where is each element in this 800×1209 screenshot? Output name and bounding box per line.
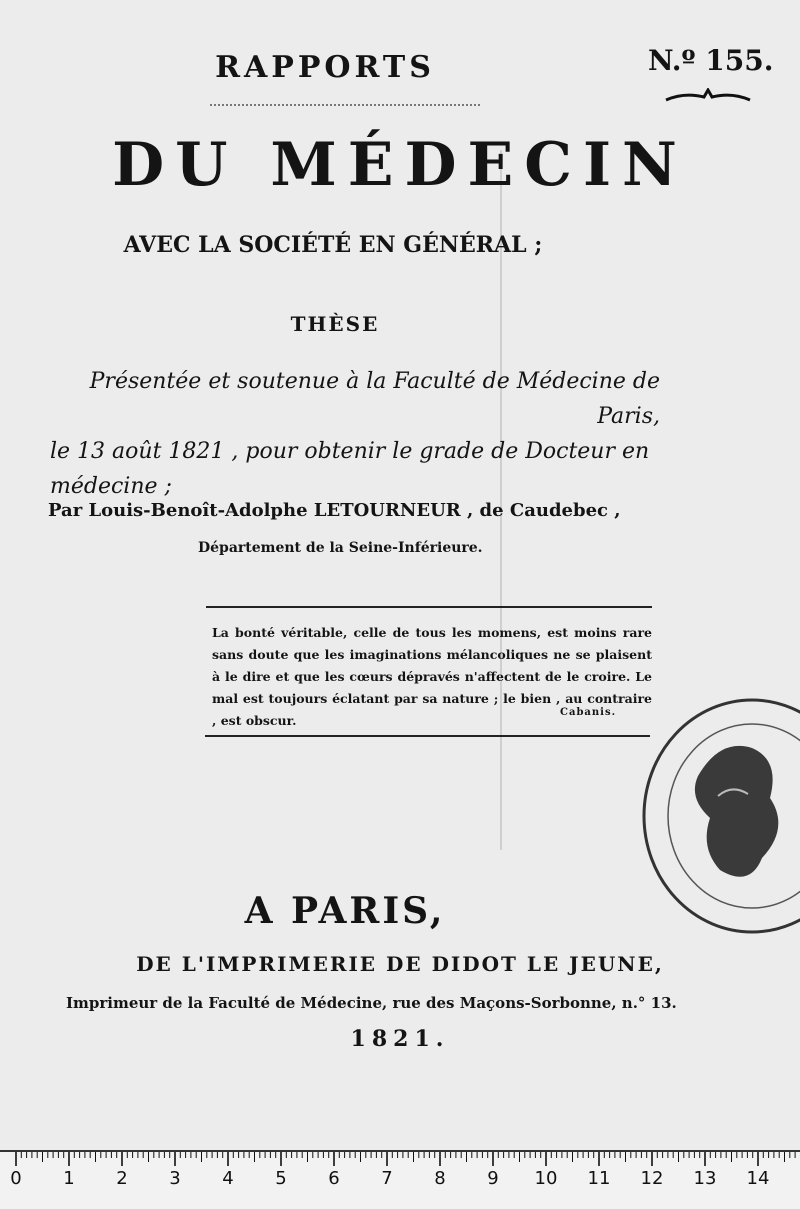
ruler-label: 10 [534,1168,558,1189]
ruler-label: 12 [640,1168,664,1189]
ruler-label: 1 [63,1168,75,1189]
ruler-label: 11 [587,1168,611,1189]
ruler-label: 9 [487,1168,499,1189]
ruler-label: 8 [434,1168,446,1189]
author-line: Par Louis-Benoît-Adolphe LETOURNEUR , de Caudebec , [48,500,621,521]
title-rapports: RAPPORTS [215,50,435,85]
epigraph-quote: La bonté véritable, celle de tous les momens, est moins rare sans doute que les imaginations mélancoliques ne se plaisent à le dire et que les cœurs dépravés n'affectent de le croire. Le mal est toujours éclatant par sa nature ; le bien , au contraire , est obscur. [212,625,652,728]
quote-bottom-rule [205,735,650,737]
presentation-line-3: médecine ; [50,474,172,499]
ruler-label: 3 [169,1168,181,1189]
epigraph-attribution: Cabanis. [560,707,617,718]
these-heading: THÈSE [290,312,380,336]
brace-ornament [664,88,752,104]
ruler-label: 0 [10,1168,22,1189]
publisher-press: DE L'IMPRIMERIE DE DIDOT LE JEUNE, [136,952,664,976]
presentation-line-2: le 13 août 1821 , pour obtenir le grade de Docteur en [50,439,650,464]
ruler-label: 4 [222,1168,234,1189]
title-subtitle: AVEC LA SOCIÉTÉ EN GÉNÉRAL ; [123,232,543,258]
ruler-label: 7 [381,1168,393,1189]
ruler-label: 5 [275,1168,287,1189]
ruler-label: 6 [328,1168,340,1189]
ruler-label: 2 [116,1168,128,1189]
title-du-medecin: DU MÉDECIN [112,130,688,200]
thesis-number: N.º 155. [648,44,774,77]
presentation-paragraph [40,364,660,504]
ruler-label: 13 [693,1168,717,1189]
publisher-address: Imprimeur de la Faculté de Médecine, rue des Maçons-Sorbonne, n.° 13. [66,994,677,1012]
publisher-city: A PARIS, [244,890,446,932]
quote-top-rule [206,606,652,608]
publication-year: 1821. [350,1026,450,1052]
presentation-line-1: Présentée et soutenue à la Faculté de Médecine de Paris, [89,369,660,429]
author-department: Département de la Seine-Inférieure. [198,540,483,556]
ruler-label: 14 [746,1168,770,1189]
dotted-separator [210,104,480,108]
